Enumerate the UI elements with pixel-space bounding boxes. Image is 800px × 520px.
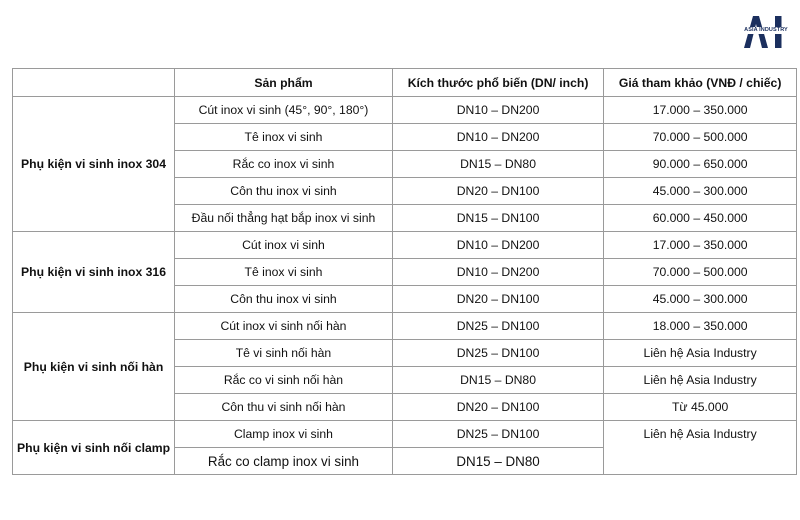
product-cell: Rắc co vi sinh nối hàn: [175, 367, 393, 394]
product-cell: Côn thu inox vi sinh: [175, 178, 393, 205]
size-cell: DN20 – DN100: [392, 394, 603, 421]
price-table: [12, 68, 797, 475]
size-cell: DN10 – DN200: [392, 232, 603, 259]
price-cell: Liên hệ Asia Industry: [604, 340, 797, 367]
price-cell: 70.000 – 500.000: [604, 124, 797, 151]
price-cell: 90.000 – 650.000: [604, 151, 797, 178]
product-cell: Đầu nối thẳng hạt bắp inox vi sinh: [175, 205, 393, 232]
size-cell: DN25 – DN100: [392, 313, 603, 340]
table-row: [13, 421, 797, 448]
product-cell: Rắc co inox vi sinh: [175, 151, 393, 178]
price-cell: 45.000 – 300.000: [604, 178, 797, 205]
brand-logo: [742, 14, 790, 50]
product-cell: Rắc co clamp inox vi sinh: [175, 448, 393, 475]
size-cell: DN25 – DN100: [392, 421, 603, 448]
size-cell: DN20 – DN100: [392, 286, 603, 313]
group-name: Phụ kiện vi sinh inox 304: [13, 97, 175, 232]
price-cell: 18.000 – 350.000: [604, 313, 797, 340]
price-cell: Liên hệ Asia Industry: [604, 367, 797, 394]
price-cell: 17.000 – 350.000: [604, 232, 797, 259]
header-group: [13, 69, 175, 97]
group-name: Phụ kiện vi sinh nối clamp: [13, 421, 175, 475]
table-row: [13, 232, 797, 259]
table-row: [13, 313, 797, 340]
product-cell: Clamp inox vi sinh: [175, 421, 393, 448]
size-cell: DN10 – DN200: [392, 124, 603, 151]
price-cell: 45.000 – 300.000: [604, 286, 797, 313]
product-cell: Cút inox vi sinh nối hàn: [175, 313, 393, 340]
size-cell: DN15 – DN80: [392, 151, 603, 178]
product-cell: Tê inox vi sinh: [175, 259, 393, 286]
group-name: Phụ kiện vi sinh nối hàn: [13, 313, 175, 421]
product-cell: Côn thu vi sinh nối hàn: [175, 394, 393, 421]
size-cell: DN10 – DN200: [392, 259, 603, 286]
price-cell-shared: Liên hệ Asia Industry: [604, 421, 797, 475]
size-cell: DN25 – DN100: [392, 340, 603, 367]
table-row: [13, 97, 797, 124]
product-cell: Tê vi sinh nối hàn: [175, 340, 393, 367]
size-cell: DN15 – DN80: [392, 367, 603, 394]
group-name: Phụ kiện vi sinh inox 316: [13, 232, 175, 313]
price-cell: Từ 45.000: [604, 394, 797, 421]
header-row: [13, 69, 797, 97]
price-cell: 17.000 – 350.000: [604, 97, 797, 124]
product-cell: Cút inox vi sinh (45°, 90°, 180°): [175, 97, 393, 124]
product-cell: Tê inox vi sinh: [175, 124, 393, 151]
logo-text: ASIA INDUSTRY: [742, 27, 790, 34]
header-price: Giá tham khảo (VNĐ / chiếc): [604, 69, 797, 97]
product-cell: Côn thu inox vi sinh: [175, 286, 393, 313]
size-cell: DN10 – DN200: [392, 97, 603, 124]
price-cell: 60.000 – 450.000: [604, 205, 797, 232]
size-cell: DN20 – DN100: [392, 178, 603, 205]
product-cell: Cút inox vi sinh: [175, 232, 393, 259]
header-product: Sản phẩm: [175, 69, 393, 97]
size-cell: DN15 – DN100: [392, 205, 603, 232]
price-cell: 70.000 – 500.000: [604, 259, 797, 286]
size-cell: DN15 – DN80: [392, 448, 603, 475]
header-size: Kích thước phổ biến (DN/ inch): [392, 69, 603, 97]
